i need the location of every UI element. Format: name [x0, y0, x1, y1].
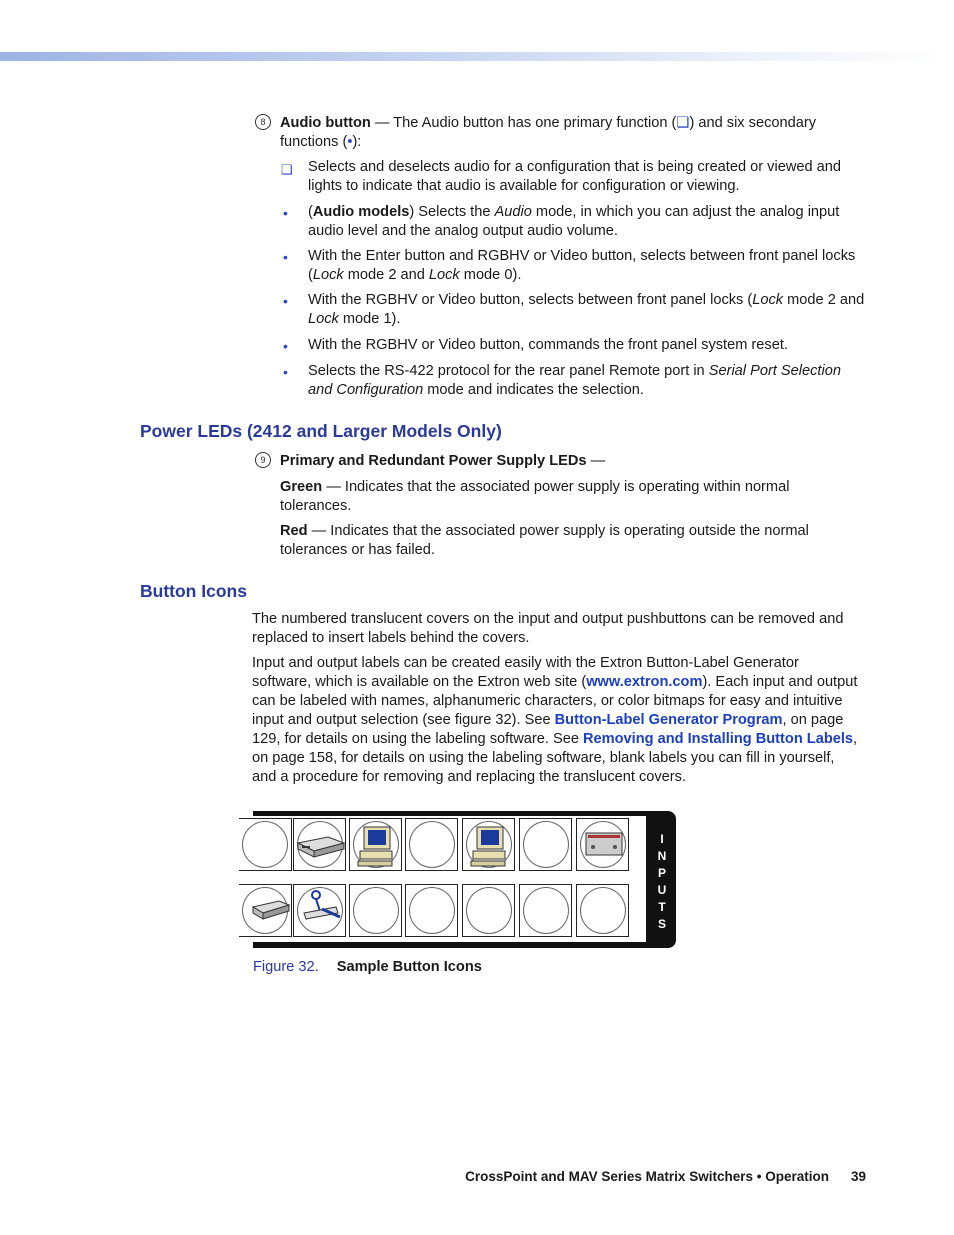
- blank-button: [519, 884, 572, 937]
- computer-icon: [463, 819, 516, 872]
- blank-button: [519, 818, 572, 871]
- page-footer: [465, 1167, 866, 1186]
- figure-number: Figure 32.: [253, 959, 319, 975]
- vcr-icon: [239, 885, 292, 938]
- blank-button: [462, 884, 515, 937]
- device-icon-button: [576, 818, 629, 871]
- blank-button: [405, 818, 458, 871]
- checkbox-bullet-icon: ❑: [281, 162, 293, 177]
- secondary-function-dot-icon: •: [347, 134, 353, 150]
- figure-caption: [253, 958, 653, 977]
- primary-function-box-icon: ❑: [676, 115, 690, 131]
- button-icons-paragraph-1: The numbered translucent covers on the input and output pushbuttons can be removed and replaced to insert labels behind the covers.: [252, 611, 844, 646]
- bullet-icon: •: [283, 205, 288, 221]
- page-number: 39: [850, 1169, 866, 1184]
- secondary-function-item-3: With the RGBHV or Video button, selects between front panel locks (Lock mode 2 and Lock mode 1).: [308, 292, 865, 327]
- red-led-description: Red — Indicates that the associated power supply is operating outside the normal tolerances or has failed.: [280, 523, 809, 558]
- cable-icon: [294, 885, 347, 938]
- bullet-icon: •: [283, 293, 288, 309]
- power-supply-leds-title: Primary and Redundant Power Supply LEDs —: [280, 453, 606, 469]
- vcr-icon-button: [293, 818, 346, 871]
- inputs-vertical-label: I N P U T S: [657, 832, 667, 931]
- computer-icon: [350, 819, 403, 872]
- computer-icon-button: [349, 818, 402, 871]
- removing-installing-labels-link[interactable]: Removing and Installing Button Labels: [583, 731, 854, 747]
- power-leds-heading: Power LEDs (2412 and Larger Models Only): [140, 421, 502, 441]
- button-icons-heading: Button Icons: [140, 581, 247, 601]
- button-panel-face: [253, 816, 646, 942]
- secondary-function-item-1: (Audio models) Selects the Audio mode, in which you can adjust the analog input audio level and the analog output audio volume.: [308, 204, 840, 239]
- audio-button-title: Audio button: [280, 115, 371, 131]
- cable-icon-button: [293, 884, 346, 937]
- bullet-icon: •: [283, 249, 288, 265]
- bullet-icon: •: [283, 338, 288, 354]
- vcr-icon: [294, 819, 347, 872]
- secondary-function-item-2: With the Enter button and RGBHV or Video button, selects between front panel locks (Lock mode 2 and Lock mode 0).: [308, 248, 856, 283]
- blank-button: [405, 884, 458, 937]
- button-label-generator-link[interactable]: Button-Label Generator Program: [554, 712, 783, 728]
- secondary-function-item-4: With the RGBHV or Video button, commands the front panel system reset.: [308, 337, 788, 353]
- button-icons-paragraph-2: Input and output labels can be created easily with the Extron Button-Label Generator software, which is available on the Extron web site (www.extron.com). Each input and output can be labeled with names, alphanumeric characters, or color bitmaps for easy and intuitive input and output selection (see figure 32). See Button-Label Generator Program, on page 129, for details on using the labeling software. See Removing and Installing Button Labels, on page 158, for details on using the labeling software, blank labels you can fill in yourself, and a procedure for removing and replacing the translucent covers.: [252, 655, 858, 785]
- header-gradient-bar: [0, 52, 954, 61]
- footer-text: CrossPoint and MAV Series Matrix Switchers • Operation: [465, 1169, 829, 1184]
- green-led-description: Green — Indicates that the associated power supply is operating within normal tolerances.: [280, 479, 790, 514]
- audio-button-intro: Audio button — The Audio button has one primary function (❑) and six secondary functions (•):: [280, 115, 816, 150]
- computer-icon-button: [462, 818, 515, 871]
- interface-device-icon: [577, 819, 630, 872]
- figure-title: Sample Button Icons: [336, 959, 482, 975]
- callout-number-9: 9: [255, 452, 271, 468]
- sample-button-icons-figure: [253, 811, 676, 948]
- blank-button: [349, 884, 402, 937]
- callout-number-8: 8: [255, 114, 271, 130]
- partial-button: [239, 818, 292, 871]
- blank-button: [576, 884, 629, 937]
- bullet-icon: •: [283, 364, 288, 380]
- partial-vcr-button: [239, 884, 292, 937]
- primary-function-item: Selects and deselects audio for a configuration that is being created or viewed and lights to indicate that audio is available for configuration or viewing.: [308, 159, 842, 194]
- secondary-function-item-5: Selects the RS-422 protocol for the rear panel Remote port in Serial Port Selection and Configuration mode and indicates the selection.: [308, 363, 841, 398]
- extron-website-link[interactable]: www.extron.com: [586, 674, 703, 690]
